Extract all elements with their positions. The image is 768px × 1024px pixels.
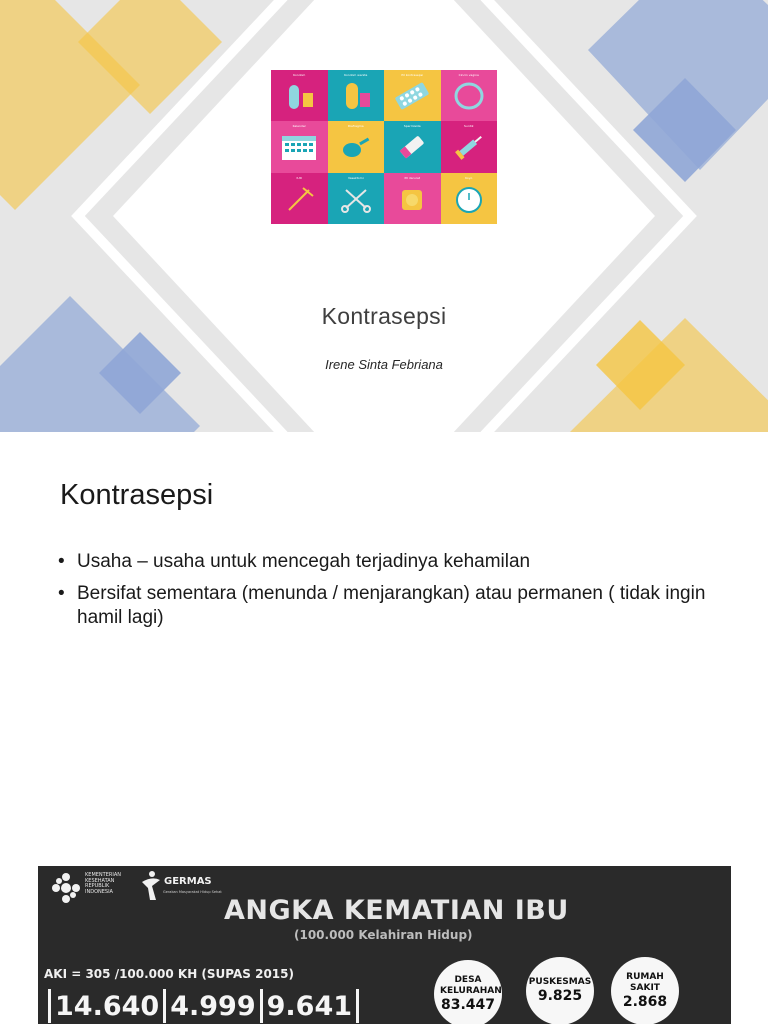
- circle-value: 9.825: [537, 988, 583, 1004]
- stat-divider: [260, 989, 263, 1023]
- image-tile: [384, 70, 441, 121]
- maternal-mortality-slide: [38, 866, 731, 1024]
- aki-ratio: AKI = 305 /100.000 KH (SUPAS 2015): [44, 967, 294, 981]
- tile-label: Kondom: [293, 73, 306, 77]
- female-condom-icon: [338, 81, 374, 111]
- image-tile: [328, 70, 385, 121]
- patch-icon: [451, 184, 487, 214]
- scissors-icon: [338, 184, 374, 214]
- germas-name: GERMAS: [164, 876, 212, 887]
- tile-label: Diafragma: [347, 124, 364, 129]
- diaphragm-icon: [338, 132, 374, 162]
- stat-value: 14.640: [55, 990, 160, 1022]
- desa-kelurahan-circle: [434, 960, 502, 1024]
- tile-label: Cincin vagina: [458, 73, 479, 77]
- stat-divider: [48, 989, 51, 1023]
- calendar-icon: [279, 132, 319, 162]
- tile-label: Pil kontrasepsi: [401, 73, 424, 77]
- slide-title: Kontrasepsi: [60, 479, 214, 511]
- tile-label: Pil darurat: [404, 175, 420, 180]
- image-tile: [271, 121, 328, 172]
- contraception-methods-image: [271, 70, 497, 224]
- syringe-icon: [451, 132, 487, 162]
- image-tile: [328, 121, 385, 172]
- circle-label: PUSKESMAS: [528, 977, 592, 987]
- stats-row: [44, 989, 363, 1023]
- image-tile: [441, 70, 498, 121]
- tile-label: Spermisida: [403, 124, 421, 129]
- slide-title: ANGKA KEMATIAN IBU: [224, 895, 569, 926]
- germas-tagline: Gerakan Masyarakat Hidup Sehat: [163, 890, 222, 894]
- bullet-icon: •: [58, 551, 65, 572]
- ministry-emblem-icon: [50, 870, 82, 906]
- emergency-pill-icon: [394, 184, 430, 214]
- image-tile: [441, 173, 498, 224]
- circle-label: RUMAH SAKIT: [626, 971, 664, 993]
- tile-label: Kalender: [292, 124, 306, 129]
- ministry-name: KEMENTERIAN KESEHATAN REPUBLIK INDONESIA: [85, 872, 121, 895]
- tile-label: Koyo: [465, 175, 473, 180]
- circle-value: 83.447: [440, 996, 496, 1013]
- image-tile: [271, 173, 328, 224]
- tile-label: Suntik: [464, 124, 474, 129]
- condom-icon: [281, 81, 317, 111]
- content-slide: [0, 432, 768, 864]
- tile-label: Vasektomi: [347, 175, 364, 180]
- presentation-author: Irene Sinta Febriana: [325, 357, 443, 372]
- stat-value: 4.999: [170, 990, 256, 1022]
- rumah-sakit-circle: [611, 957, 679, 1024]
- spermicide-tube-icon: [394, 132, 430, 162]
- tile-label: IUD: [296, 175, 302, 180]
- stat-value: 9.641: [266, 990, 353, 1022]
- stat-divider: [163, 989, 166, 1023]
- vaginal-ring-icon: [451, 81, 487, 111]
- circle-value: 2.868: [622, 993, 668, 1010]
- bullet-icon: •: [58, 583, 65, 604]
- germas-figure-icon: [138, 868, 162, 904]
- image-tile: [441, 121, 498, 172]
- puskesmas-circle: [526, 957, 594, 1024]
- image-tile: [328, 173, 385, 224]
- germas-logo: [138, 868, 222, 904]
- circle-label: DESA KELURAHAN: [440, 974, 502, 996]
- bullet-item: [58, 550, 738, 574]
- title-slide: [0, 0, 768, 432]
- bullet-text: Bersifat sementara (menunda / menjarangkan) atau permanen ( tidak ingin hamil lagi): [77, 583, 706, 628]
- pill-pack-icon: [392, 81, 432, 111]
- stat-divider: [356, 989, 359, 1023]
- bullet-text: Usaha – usaha untuk mencegah terjadinya kehamilan: [77, 551, 531, 572]
- bullet-list: [58, 550, 738, 638]
- image-tile: [384, 121, 441, 172]
- tile-label: Kondom wanita: [344, 73, 368, 77]
- slide-subtitle: (100.000 Kelahiran Hidup): [294, 928, 473, 942]
- image-tile: [271, 70, 328, 121]
- iud-icon: [281, 184, 317, 214]
- bullet-item: [58, 582, 738, 630]
- ministry-logo: [50, 870, 133, 906]
- presentation-title: Kontrasepsi: [321, 303, 447, 329]
- image-tile: [384, 173, 441, 224]
